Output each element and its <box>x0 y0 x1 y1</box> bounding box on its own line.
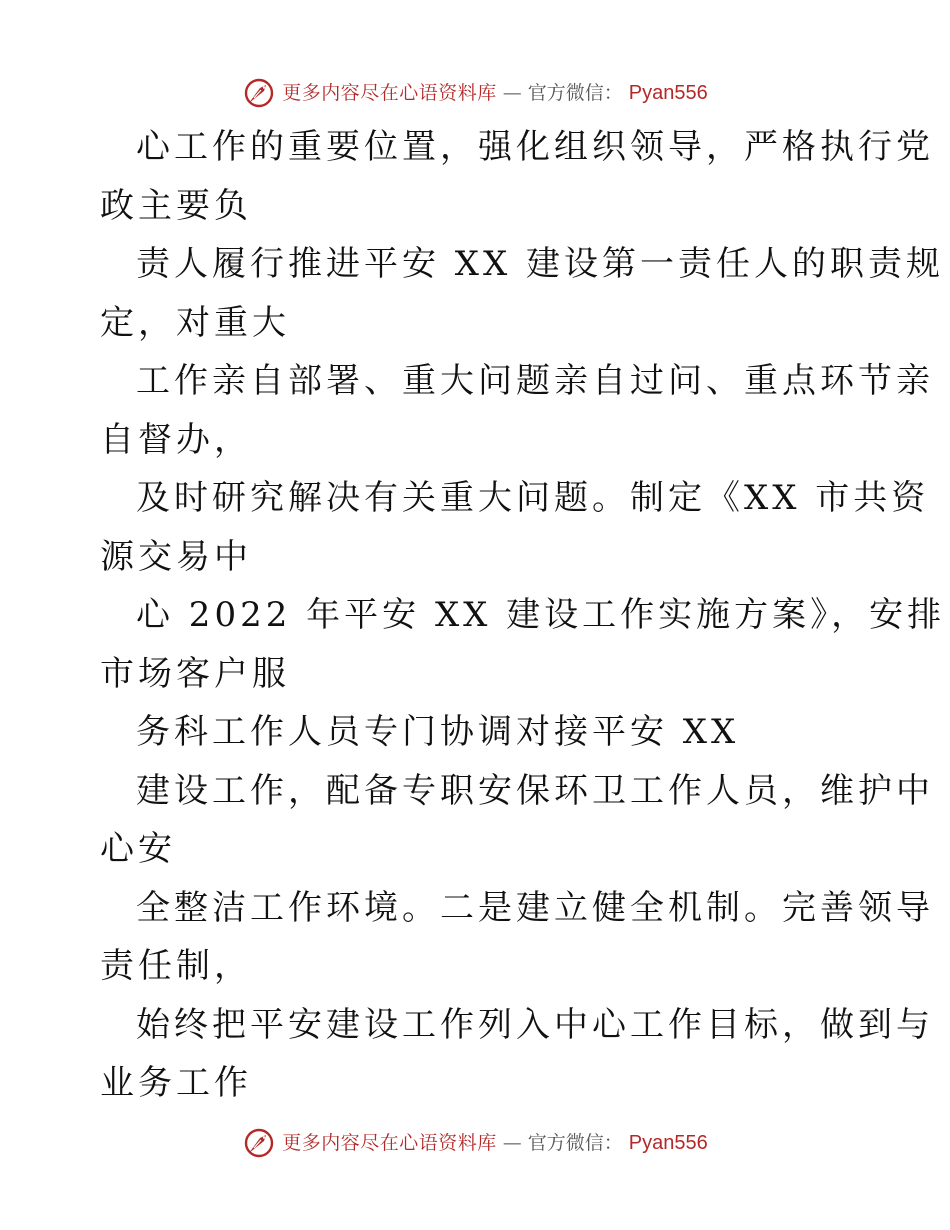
text-line: 责任制， <box>100 946 252 986</box>
text-line: 全整洁工作环境。二是建立健全机制。完善领导 <box>136 887 934 928</box>
text-line: 及时研究解决有关重大问题。制定《XX 市共资 <box>136 478 930 518</box>
text-line: 务科工作人员专门协调对接平安 XX <box>136 712 740 752</box>
wechat-id: Pyan556 <box>628 1132 708 1154</box>
wechat-id: Pyan556 <box>628 82 708 104</box>
text-line: 定，对重大 <box>100 302 290 343</box>
text-line: 心 2022 年平安 XX 建设工作实施方案》，安排 <box>136 595 946 635</box>
banner-separator: — <box>502 82 522 104</box>
pen-nib-logo-icon <box>242 1126 276 1160</box>
text-line: 建设工作，配备专职安保环卫工作人员，维护中 <box>136 770 934 811</box>
text-line: 自督办， <box>100 419 252 460</box>
header-banner <box>0 76 950 110</box>
wechat-label: 官方微信： <box>527 1132 623 1154</box>
wechat-label: 官方微信： <box>527 82 623 104</box>
site-name: 更多内容尽在心语资料库 <box>282 1132 497 1154</box>
text-line: 政主要负 <box>100 185 252 226</box>
text-line: 市场客户服 <box>100 653 290 694</box>
site-name: 更多内容尽在心语资料库 <box>282 82 497 104</box>
text-line: 工作亲自部署、重大问题亲自过问、重点环节亲 <box>136 361 934 401</box>
text-line: 心工作的重要位置，强化组织领导，严格执行党 <box>136 127 934 167</box>
pen-nib-logo-icon <box>242 76 276 110</box>
document-body <box>100 118 946 1113</box>
banner-separator: — <box>502 1132 522 1154</box>
text-line: 责人履行推进平安 XX 建设第一责任人的职责规 <box>136 244 945 284</box>
text-line: 始终把平安建设工作列入中心工作目标，做到与 <box>136 1004 934 1045</box>
footer-banner <box>0 1126 950 1160</box>
text-line: 源交易中 <box>100 536 252 577</box>
text-line: 业务工作 <box>100 1063 252 1103</box>
text-line: 心安 <box>100 829 176 869</box>
